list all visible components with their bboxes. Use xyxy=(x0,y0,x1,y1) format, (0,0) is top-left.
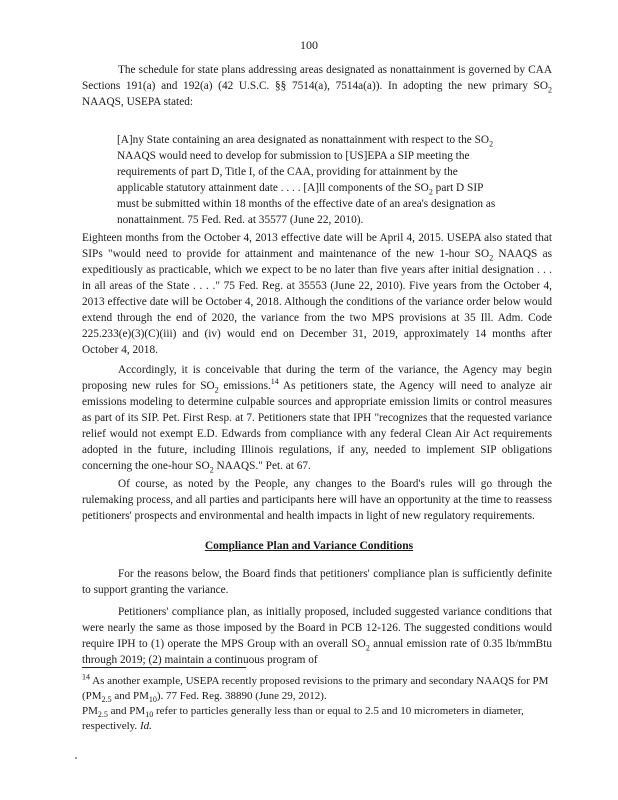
footnote-divider xyxy=(82,667,246,668)
paragraph-for-the-reasons: For the reasons below, the Board finds that petitioners' compliance plan is sufficiently definite to support granting the variance. xyxy=(82,568,552,596)
scan-speck xyxy=(75,757,77,759)
footnote-ref-14: 14 xyxy=(270,377,279,387)
paragraph-schedule: The schedule for state plans addressing areas designated as nonattainment is governed by CAA Sections 191(a) and 192(a) (42 U.S.C. §§ 7514(a), 7514a(a)). In adopting the new primary $SO_2$ NAAQS, USEPA stated: xyxy=(82,64,552,108)
paragraph-of-course: Of course, as noted by the People, any changes to the Board's rules will go through the rulemaking process, and all parties and participants here will have an opportunity at the time to reassess petitioners' prospects and environmental and health impacts in light of new regulatory requirements. xyxy=(82,478,552,522)
section-heading: Compliance Plan and Variance Conditions xyxy=(204,540,414,552)
page-number: 100 xyxy=(300,38,318,52)
paragraph-compliance-plan: Petitioners' compliance plan, as initially proposed, included suggested variance conditions that were nearly the same as those imposed by the Board in PCB 12-126. The suggested conditions would require IPH to (1) operate the MPS Group with an overall $SO_2$ annual emission rate of 0.35 lb/mmBtu through 2019; (2) maintain a continuous program of xyxy=(82,606,553,666)
paragraph-eighteen-months: Eighteen months from the October 4, 2013 effective date will be April 4, 2015. USEPA also stated that SIPs "would need to provide for attainment and maintenance of the new 1-hour $SO_2$ NAAQS as expeditiously as practicable, which we expect to be no later than five years after initial designation . . . in all areas of the State . . . ." 75 Fed. Reg. at 35553 (June 22, 2010). Five years from the October 4, 2013 effective date will be October 4, 2018. Although the conditions of the variance order below would extend through the end of 2020, the variance from the two MPS provisions at 35 Ill. Adm. Code 225.233(e)(3)(C)(iii) and (iv) would end on December 31, 2019, approximately 14 months after October 4, 2018. xyxy=(82,232,552,356)
footnote-14: $^{14}$ As another example, USEPA recently proposed revisions to the primary and secondary NAAQS for PM ($PM_{2.5}$ and $PM_{10}$). 77 Fed. Reg. 38890 (June 29, 2012). $PM_{2.5}$ and $PM_{10}$ refer to particles generally less than or equal to 2.5 and 10 micrometers in diameter, respectively. Id. xyxy=(82,672,549,732)
paragraph-accordingly: Accordingly, it is conceivable that during the term of the variance, the Agency may begin proposing new rules for $SO_2$ emissions.$^{14}$ As petitioners state, the Agency will need to analyze air emissions modeling to determine culpable sources and appropriate emission limits or control measures as part of its SIP. Pet. First Resp. at 7. Petitioners state that IPH "recognizes that the requested variance relief would not exempt E.D. Edwards from compliance with any federal Clean Air Act requirements adopted in the future, including Illinois regulations, if any, needed to implement SIP obligations concerning the one-hour $SO_2$ NAAQS." Pet. at 67. xyxy=(82,364,552,475)
block-quote: [A]ny State containing an area designated as nonattainment with respect to the $SO_2$ NAAQS would need to develop for submission to [US]EPA a SIP meeting the requirements of part D, Title I, of the CAA, providing for attainment by the applicable statutory attainment date . . . . [A]ll components of the $SO_2$ part D SIP must be submitted within 18 months of the effective date of an area's designation as nonattainment. 75 Fed. Red. at 35577 (June 22, 2010). xyxy=(117,134,496,226)
